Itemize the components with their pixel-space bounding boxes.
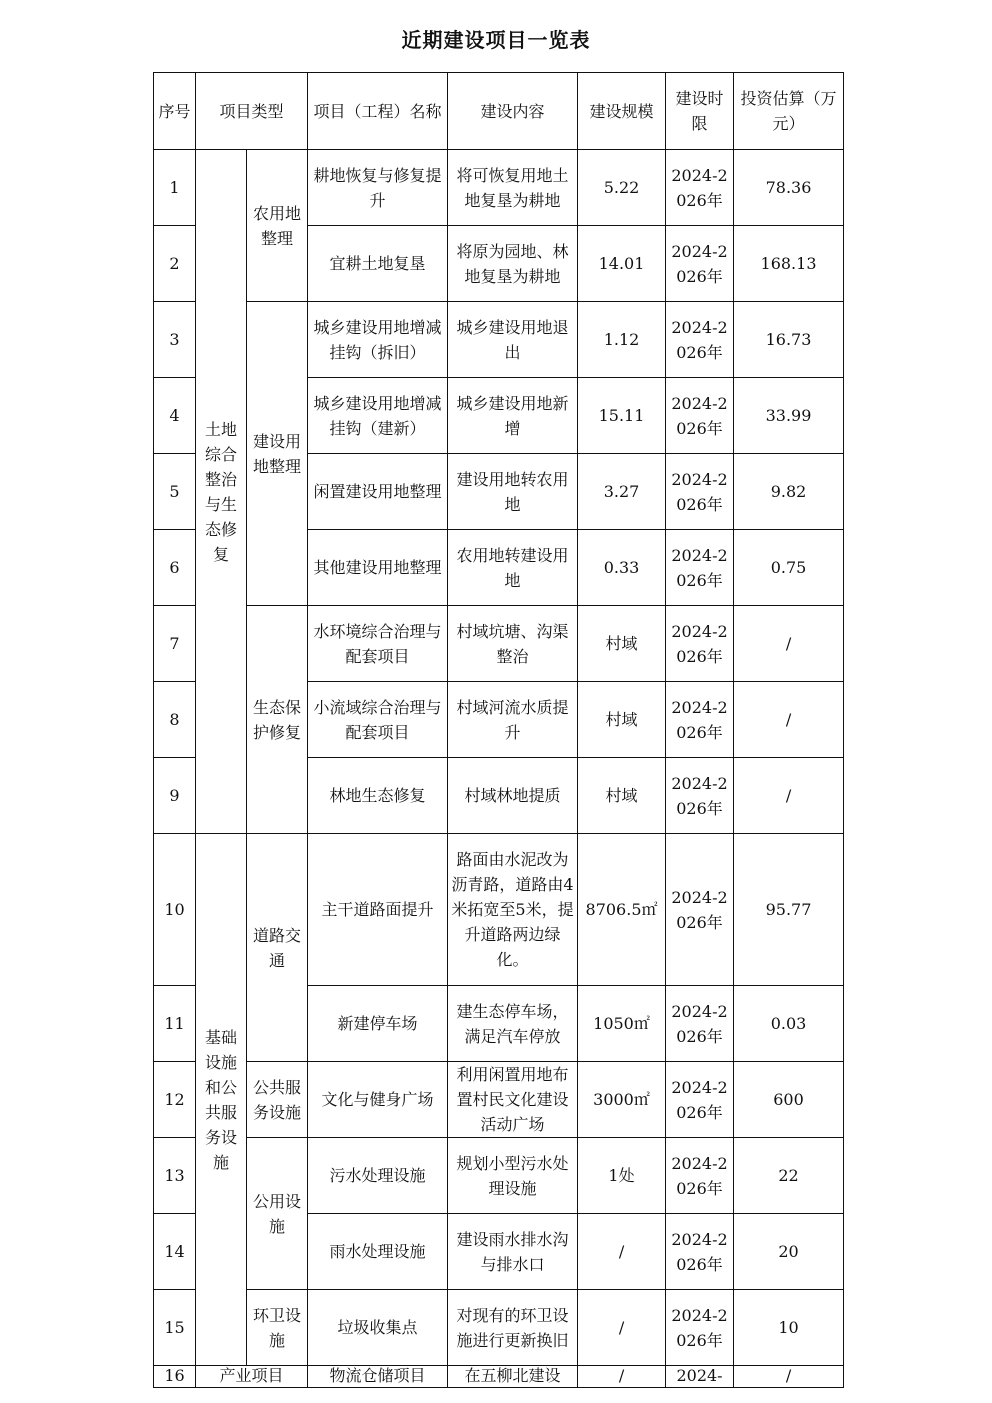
row-no: 11 [154,986,196,1062]
row-name: 新建停车场 [308,986,448,1062]
row-scale: 1050㎡ [578,986,666,1062]
header-type: 项目类型 [196,73,308,150]
row-content: 村域河流水质提升 [448,682,578,758]
table-row [154,302,844,378]
row-period: 2024- [666,1366,734,1388]
row-cost: 95.77 [734,834,844,986]
row-name: 垃圾收集点 [308,1290,448,1366]
row-content: 将原为园地、林地复垦为耕地 [448,226,578,302]
row-period: 2024-2026年 [666,530,734,606]
row-period: 2024-2026年 [666,606,734,682]
row-no: 12 [154,1062,196,1138]
page-title: 近期建设项目一览表 [401,28,591,52]
row-cost: 600 [734,1062,844,1138]
row-no: 9 [154,758,196,834]
row-period: 2024-2026年 [666,1290,734,1366]
row-scale: / [578,1214,666,1290]
row-name: 林地生态修复 [308,758,448,834]
row-cost: 168.13 [734,226,844,302]
row-content: 建设用地转农用地 [448,454,578,530]
row-period: 2024-2026年 [666,378,734,454]
row-scale: 5.22 [578,150,666,226]
row-name: 其他建设用地整理 [308,530,448,606]
row-no: 10 [154,834,196,986]
row-period: 2024-2026年 [666,834,734,986]
row-no: 14 [154,1214,196,1290]
row-no: 2 [154,226,196,302]
row-content: 在五柳北建设 [448,1366,578,1388]
subcategory-utility: 公用设施 [247,1138,308,1290]
row-cost: / [734,606,844,682]
row-no: 7 [154,606,196,682]
row-content: 建生态停车场，满足汽车停放 [448,986,578,1062]
table-row [154,1290,844,1366]
row-period: 2024-2026年 [666,758,734,834]
row-period: 2024-2026年 [666,1062,734,1138]
row-scale: 14.01 [578,226,666,302]
row-no: 6 [154,530,196,606]
row-no: 8 [154,682,196,758]
row-period: 2024-2026年 [666,226,734,302]
row-scale: 村域 [578,606,666,682]
row-period: 2024-2026年 [666,150,734,226]
subcategory-road: 道路交通 [247,834,308,1062]
row-period: 2024-2026年 [666,1138,734,1214]
row-content: 村域林地提质 [448,758,578,834]
row-cost: 16.73 [734,302,844,378]
row-scale: 15.11 [578,378,666,454]
row-content: 城乡建设用地退出 [448,302,578,378]
header-row [154,73,844,150]
row-name: 雨水处理设施 [308,1214,448,1290]
row-cost: 0.03 [734,986,844,1062]
subcategory-construction: 建设用地整理 [247,302,308,606]
row-cost: 0.75 [734,530,844,606]
header-scale: 建设规模 [578,73,666,150]
category-infra: 基础设施和公共服务设施 [196,834,247,1366]
row-scale: 3000㎡ [578,1062,666,1138]
row-period: 2024-2026年 [666,986,734,1062]
row-no: 1 [154,150,196,226]
row-cost: 78.36 [734,150,844,226]
row-name: 物流仓储项目 [308,1366,448,1388]
header-name: 项目（工程）名称 [308,73,448,150]
table-row [154,606,844,682]
row-scale: / [578,1290,666,1366]
category-industry: 产业项目 [196,1366,308,1388]
subcategory-public-service: 公共服务设施 [247,1062,308,1138]
row-name: 文化与健身广场 [308,1062,448,1138]
row-scale: 1处 [578,1138,666,1214]
row-no: 5 [154,454,196,530]
row-content: 将可恢复用地土地复垦为耕地 [448,150,578,226]
row-no: 3 [154,302,196,378]
row-cost: 9.82 [734,454,844,530]
table-row [154,1366,844,1388]
table-row [154,1138,844,1214]
row-scale: 1.12 [578,302,666,378]
row-name: 主干道路面提升 [308,834,448,986]
header-content: 建设内容 [448,73,578,150]
subcategory-farmland: 农用地整理 [247,150,308,302]
row-period: 2024-2026年 [666,454,734,530]
row-name: 污水处理设施 [308,1138,448,1214]
row-period: 2024-2026年 [666,302,734,378]
row-content: 农用地转建设用地 [448,530,578,606]
row-cost: 20 [734,1214,844,1290]
project-table [153,72,844,1388]
table-row [154,1062,844,1138]
row-no: 4 [154,378,196,454]
header-cost: 投资估算（万元） [734,73,844,150]
row-name: 小流域综合治理与配套项目 [308,682,448,758]
row-content: 建设雨水排水沟与排水口 [448,1214,578,1290]
row-cost: / [734,1366,844,1388]
row-period: 2024-2026年 [666,1214,734,1290]
category-land: 土地综合整治与生态修复 [196,150,247,834]
row-scale: 8706.5㎡ [578,834,666,986]
row-cost: 22 [734,1138,844,1214]
header-no: 序号 [154,73,196,150]
row-content: 村域坑塘、沟渠整治 [448,606,578,682]
header-period: 建设时限 [666,73,734,150]
row-content: 利用闲置用地布置村民文化建设活动广场 [448,1062,578,1138]
row-content: 对现有的环卫设施进行更新换旧 [448,1290,578,1366]
row-no: 13 [154,1138,196,1214]
row-no: 16 [154,1366,196,1388]
row-name: 城乡建设用地增减挂钩（建新） [308,378,448,454]
table-row [154,150,844,226]
row-content: 规划小型污水处理设施 [448,1138,578,1214]
row-cost: / [734,682,844,758]
row-name: 宜耕土地复垦 [308,226,448,302]
row-name: 水环境综合治理与配套项目 [308,606,448,682]
row-cost: 10 [734,1290,844,1366]
subcategory-ecology: 生态保护修复 [247,606,308,834]
row-scale: 3.27 [578,454,666,530]
row-content: 路面由水泥改为沥青路，道路由4米拓宽至5米，提升道路两边绿化。 [448,834,578,986]
row-name: 闲置建设用地整理 [308,454,448,530]
table-row [154,834,844,986]
row-cost: 33.99 [734,378,844,454]
row-content: 城乡建设用地新增 [448,378,578,454]
subcategory-sanitation: 环卫设施 [247,1290,308,1366]
row-no: 15 [154,1290,196,1366]
row-scale: 0.33 [578,530,666,606]
row-period: 2024-2026年 [666,682,734,758]
row-scale: / [578,1366,666,1388]
row-cost: / [734,758,844,834]
row-scale: 村域 [578,758,666,834]
row-scale: 村域 [578,682,666,758]
row-name: 城乡建设用地增减挂钩（拆旧） [308,302,448,378]
row-name: 耕地恢复与修复提升 [308,150,448,226]
